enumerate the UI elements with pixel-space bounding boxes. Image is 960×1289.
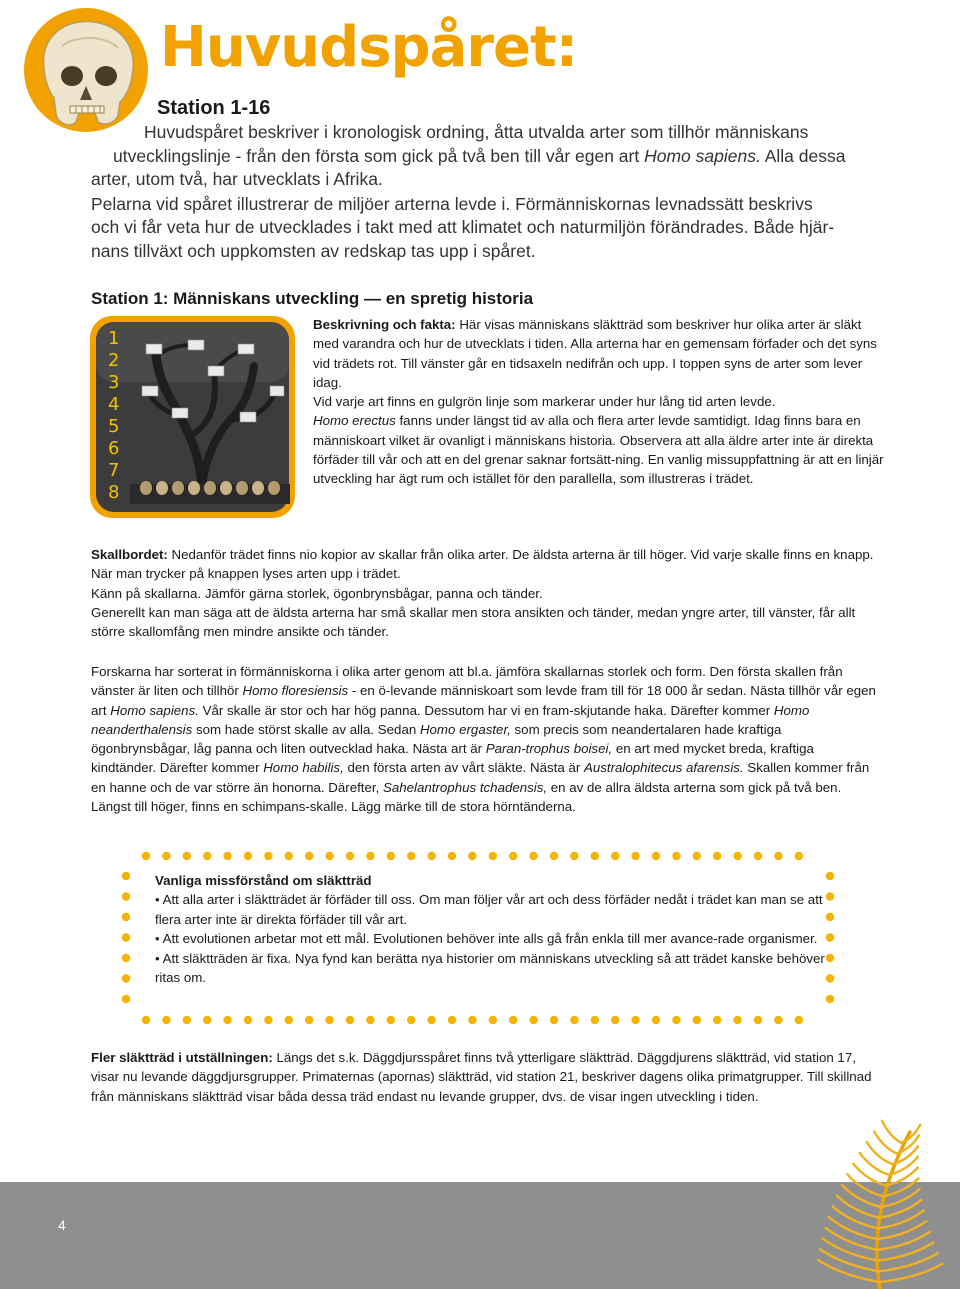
border-dot — [305, 1016, 313, 1024]
skull-replica — [252, 481, 264, 495]
border-dot — [826, 954, 834, 962]
fern-frond-stroke — [867, 1142, 893, 1164]
border-dot — [122, 974, 130, 982]
fern-frond-stroke — [860, 1153, 889, 1175]
fern-frond-stroke — [878, 1210, 924, 1228]
timeline-number: 6 — [108, 438, 120, 459]
page-subtitle: Station 1-16 — [157, 97, 271, 119]
border-dot — [570, 852, 578, 860]
station-1-heading: Station 1: Människans utveckling — en spretig historia — [91, 289, 534, 308]
border-dot — [122, 913, 130, 921]
border-dot — [285, 852, 293, 860]
border-dot — [693, 1016, 701, 1024]
border-dot — [795, 1016, 803, 1024]
border-dot — [122, 954, 130, 962]
skull-replica — [188, 481, 200, 495]
fern-frond-stroke — [879, 1253, 938, 1271]
border-dot — [754, 1016, 762, 1024]
border-dot — [693, 852, 701, 860]
skull-row — [140, 481, 280, 495]
fern-frond-stroke — [880, 1264, 942, 1282]
border-dot — [509, 1016, 517, 1024]
border-dot — [122, 872, 130, 880]
border-dot — [387, 1016, 395, 1024]
fern-leaf-icon — [760, 1112, 960, 1289]
border-dot — [509, 852, 517, 860]
border-dot — [427, 852, 435, 860]
border-dot — [611, 1016, 619, 1024]
border-dot — [591, 852, 599, 860]
border-dot — [468, 1016, 476, 1024]
border-dot — [142, 852, 150, 860]
border-dot — [826, 995, 834, 1003]
border-dot — [244, 852, 252, 860]
fern-frond-stroke — [878, 1243, 933, 1261]
timeline-number: 3 — [108, 372, 120, 393]
timeline-numbers — [108, 328, 119, 503]
border-dot — [631, 852, 639, 860]
border-dot — [264, 1016, 272, 1024]
timeline-number: 7 — [108, 460, 120, 481]
skull-badge — [14, 6, 152, 136]
border-dot — [611, 852, 619, 860]
border-dot — [570, 1016, 578, 1024]
border-dot — [826, 974, 834, 982]
border-dot — [529, 852, 537, 860]
skull-replica — [204, 481, 216, 495]
border-dot — [826, 872, 834, 880]
fern-frond-stroke — [878, 1221, 927, 1239]
skull-replica — [156, 481, 168, 495]
fern-frond-stroke — [878, 1232, 930, 1250]
timeline-number: 1 — [108, 328, 120, 349]
border-dot — [754, 852, 762, 860]
border-dot — [672, 1016, 680, 1024]
intro-line-1: Huvudspåret beskriver i kronologisk ordning, åtta utvalda arter som tillhör människans — [144, 122, 809, 142]
skull-replica — [140, 481, 152, 495]
border-dot — [550, 1016, 558, 1024]
fern-frond-stroke — [882, 1121, 901, 1143]
border-dot — [346, 1016, 354, 1024]
border-dot — [366, 1016, 374, 1024]
border-dot — [325, 1016, 333, 1024]
misconception-item: • Att släktträden är fixa. Nya fynd kan berätta nya historier om människans utveckling så att trädet kanske behöver ritas om. — [155, 950, 825, 986]
border-dot — [733, 1016, 741, 1024]
fern-frond-stroke — [874, 1131, 896, 1153]
border-dot — [713, 1016, 721, 1024]
border-dot — [774, 852, 782, 860]
border-dot — [529, 1016, 537, 1024]
intro-line-6: nans tillväxt och uppkomsten av redskap tas upp i spåret. — [91, 241, 536, 261]
border-dot — [795, 852, 803, 860]
border-dot — [672, 852, 680, 860]
border-dot — [122, 933, 130, 941]
border-dot — [826, 933, 834, 941]
border-dot — [826, 892, 834, 900]
border-dot — [733, 852, 741, 860]
border-dot — [366, 852, 374, 860]
border-dot — [346, 852, 354, 860]
misconception-item: • Att evolutionen arbetar mot ett mål. Evolutionen behöver inte alls gå från enkla till mer avance-rade organismer. — [155, 931, 818, 947]
misconceptions-title: Vanliga missförstånd om släktträd — [155, 873, 372, 888]
border-dot — [122, 995, 130, 1003]
border-dot — [285, 1016, 293, 1024]
border-dot — [142, 1016, 150, 1024]
intro-line-4: Pelarna vid spåret illustrerar de miljöer arterna levde i. Förmänniskornas levnadssätt beskrivs — [91, 194, 813, 214]
border-dot — [550, 852, 558, 860]
skull-replica — [220, 481, 232, 495]
timeline-number: 5 — [108, 416, 120, 437]
border-dot — [183, 852, 191, 860]
fern-frond-stroke — [853, 1164, 885, 1186]
page-title: Huvudspåret: — [160, 15, 578, 80]
border-dot — [826, 913, 834, 921]
border-dot — [652, 1016, 660, 1024]
forskarna-paragraph: Forskarna har sorterat in förmänniskorna i olika arter genom att bl.a. jämföra skallarnas storlek och form. Den första skallen från vänster är liten och tillhör Homo floresiensis - en ö-levande människoart som levde fram till för 18 000 år sedan. Nästa tillhör vår egen art Homo sapiens. Vår skalle är stor och har hög panna. Dessutom har vi en fram-skjutande haka. Därefter kommer Homo neanderthalensis som hade störst skalle av alla. Sedan Homo ergaster, som precis som neandertalaren hade kraftiga ögonbrynsbågar, låg panna och liten outvecklad haka. Nästa art är Paran-trophus boisei, en art med mycket breda, kraftiga kindtänder. Därefter kommer Homo habilis, den första arten av vårt släkte. Nästa är Australophitecus afarensis. Skallen kommer från en hanne och de var större än honorna. Därefter, Sahelantrophus tchadensis, en av de allra äldsta arterna som gick på två ben. Längst till höger, finns en schimpans-skalle. Lägg märke till de stora hörntänderna. — [91, 664, 876, 815]
border-dot — [591, 1016, 599, 1024]
fler-slakttrad-paragraph: Fler släktträd i utställningen: Längs det s.k. Däggdjursspåret finns två ytterligare släktträd. Däggdjurens släktträd, vid station 17, visar nu levande däggdjursgrupper. Primaternas (apornas) släktträd, vid station 21, beskriver dagens olika primatgrupper. Till skillnad från människans släktträd visar båda dessa träd endast nu levande grupper, dvs. de visar ingen utveckling i tiden. — [91, 1050, 872, 1104]
timeline-number: 8 — [108, 482, 120, 503]
border-dot — [448, 1016, 456, 1024]
misconceptions-box — [155, 871, 825, 987]
intro-line-5: och vi får veta hur de utvecklades i takt med att klimatet och naturmiljön förändrades. Både hjär- — [91, 217, 835, 237]
border-dot — [223, 852, 231, 860]
border-dot — [713, 852, 721, 860]
family-tree-photo — [90, 316, 295, 518]
timeline-number: 4 — [108, 394, 120, 415]
border-dot — [448, 852, 456, 860]
misconception-item: • Att alla arter i släktträdet är förfäder till oss. Om man följer vår art och dess förfäder nedåt i trädet kan man se att flera arter inte är direkta förfäder till vår art. — [155, 892, 823, 927]
timeline-number: 2 — [108, 350, 120, 371]
border-dot — [468, 852, 476, 860]
border-dot — [325, 852, 333, 860]
border-dot — [407, 852, 415, 860]
border-dot — [203, 1016, 211, 1024]
border-dot — [223, 1016, 231, 1024]
border-dot — [122, 892, 130, 900]
border-dot — [489, 852, 497, 860]
border-dot — [387, 852, 395, 860]
border-dot — [631, 1016, 639, 1024]
skull-replica — [268, 481, 280, 495]
skull-replica — [172, 481, 184, 495]
border-dot — [774, 1016, 782, 1024]
border-dot — [427, 1016, 435, 1024]
border-dot — [407, 1016, 415, 1024]
border-dot — [162, 852, 170, 860]
border-dot — [305, 852, 313, 860]
border-dot — [652, 852, 660, 860]
skull-replica — [236, 481, 248, 495]
intro-line-3: arter, utom två, har utvecklats i Afrika. — [91, 169, 383, 189]
page-number: 4 — [58, 1217, 66, 1233]
border-dot — [489, 1016, 497, 1024]
border-dot — [183, 1016, 191, 1024]
skallbordet-paragraph: Skallbordet: Nedanför trädet finns nio kopior av skallar från olika arter. De äldsta arterna är till höger. Vid varje skalle finns en knapp. När man trycker på knappen lyses arten upp i trädet. Känn på skallarna. Jämför gärna storlek, ögonbrynsbågar, panna och tänder. Generellt kan man säga att de äldsta arterna har små skallar men stora ansikten och tänder, medan yngre arter, till vänster, får allt större skallomfång men mindre ansikte och tänder. — [91, 547, 874, 640]
station-1-description: Beskrivning och fakta: Här visas människans släktträd som beskriver hur olika arter är släkt med varandra och hur de utvecklats i tiden. Alla arterna har en gemensam förfader och det syns vid trädets rot. Till vänster går en tidsaxeln nedifrån och upp. I toppen syns de arter som lever idag. Vid varje art finns en gulgrön linje som markerar under hur lång tid arten levde. Homo erectus fanns under längst tid av alla och flera arter levde samtidigt. Idag finns bara en människoart vilket är ovanligt i människans historia. Observera att alla äldre arter inte är direkta förfäder till vår och att en del grenar saknar fortsätt-ning. En vanlig missuppfattning är att en linjär utveckling har ägt rum och istället för den parallella, som illustreras i trädet. — [313, 317, 884, 487]
border-dot — [203, 852, 211, 860]
border-dot — [162, 1016, 170, 1024]
border-dot — [264, 852, 272, 860]
border-dot — [244, 1016, 252, 1024]
intro-line-2: utvecklingslinje - från den första som gick på två ben till vår egen art Homo sapiens. Alla dessa — [113, 146, 846, 166]
